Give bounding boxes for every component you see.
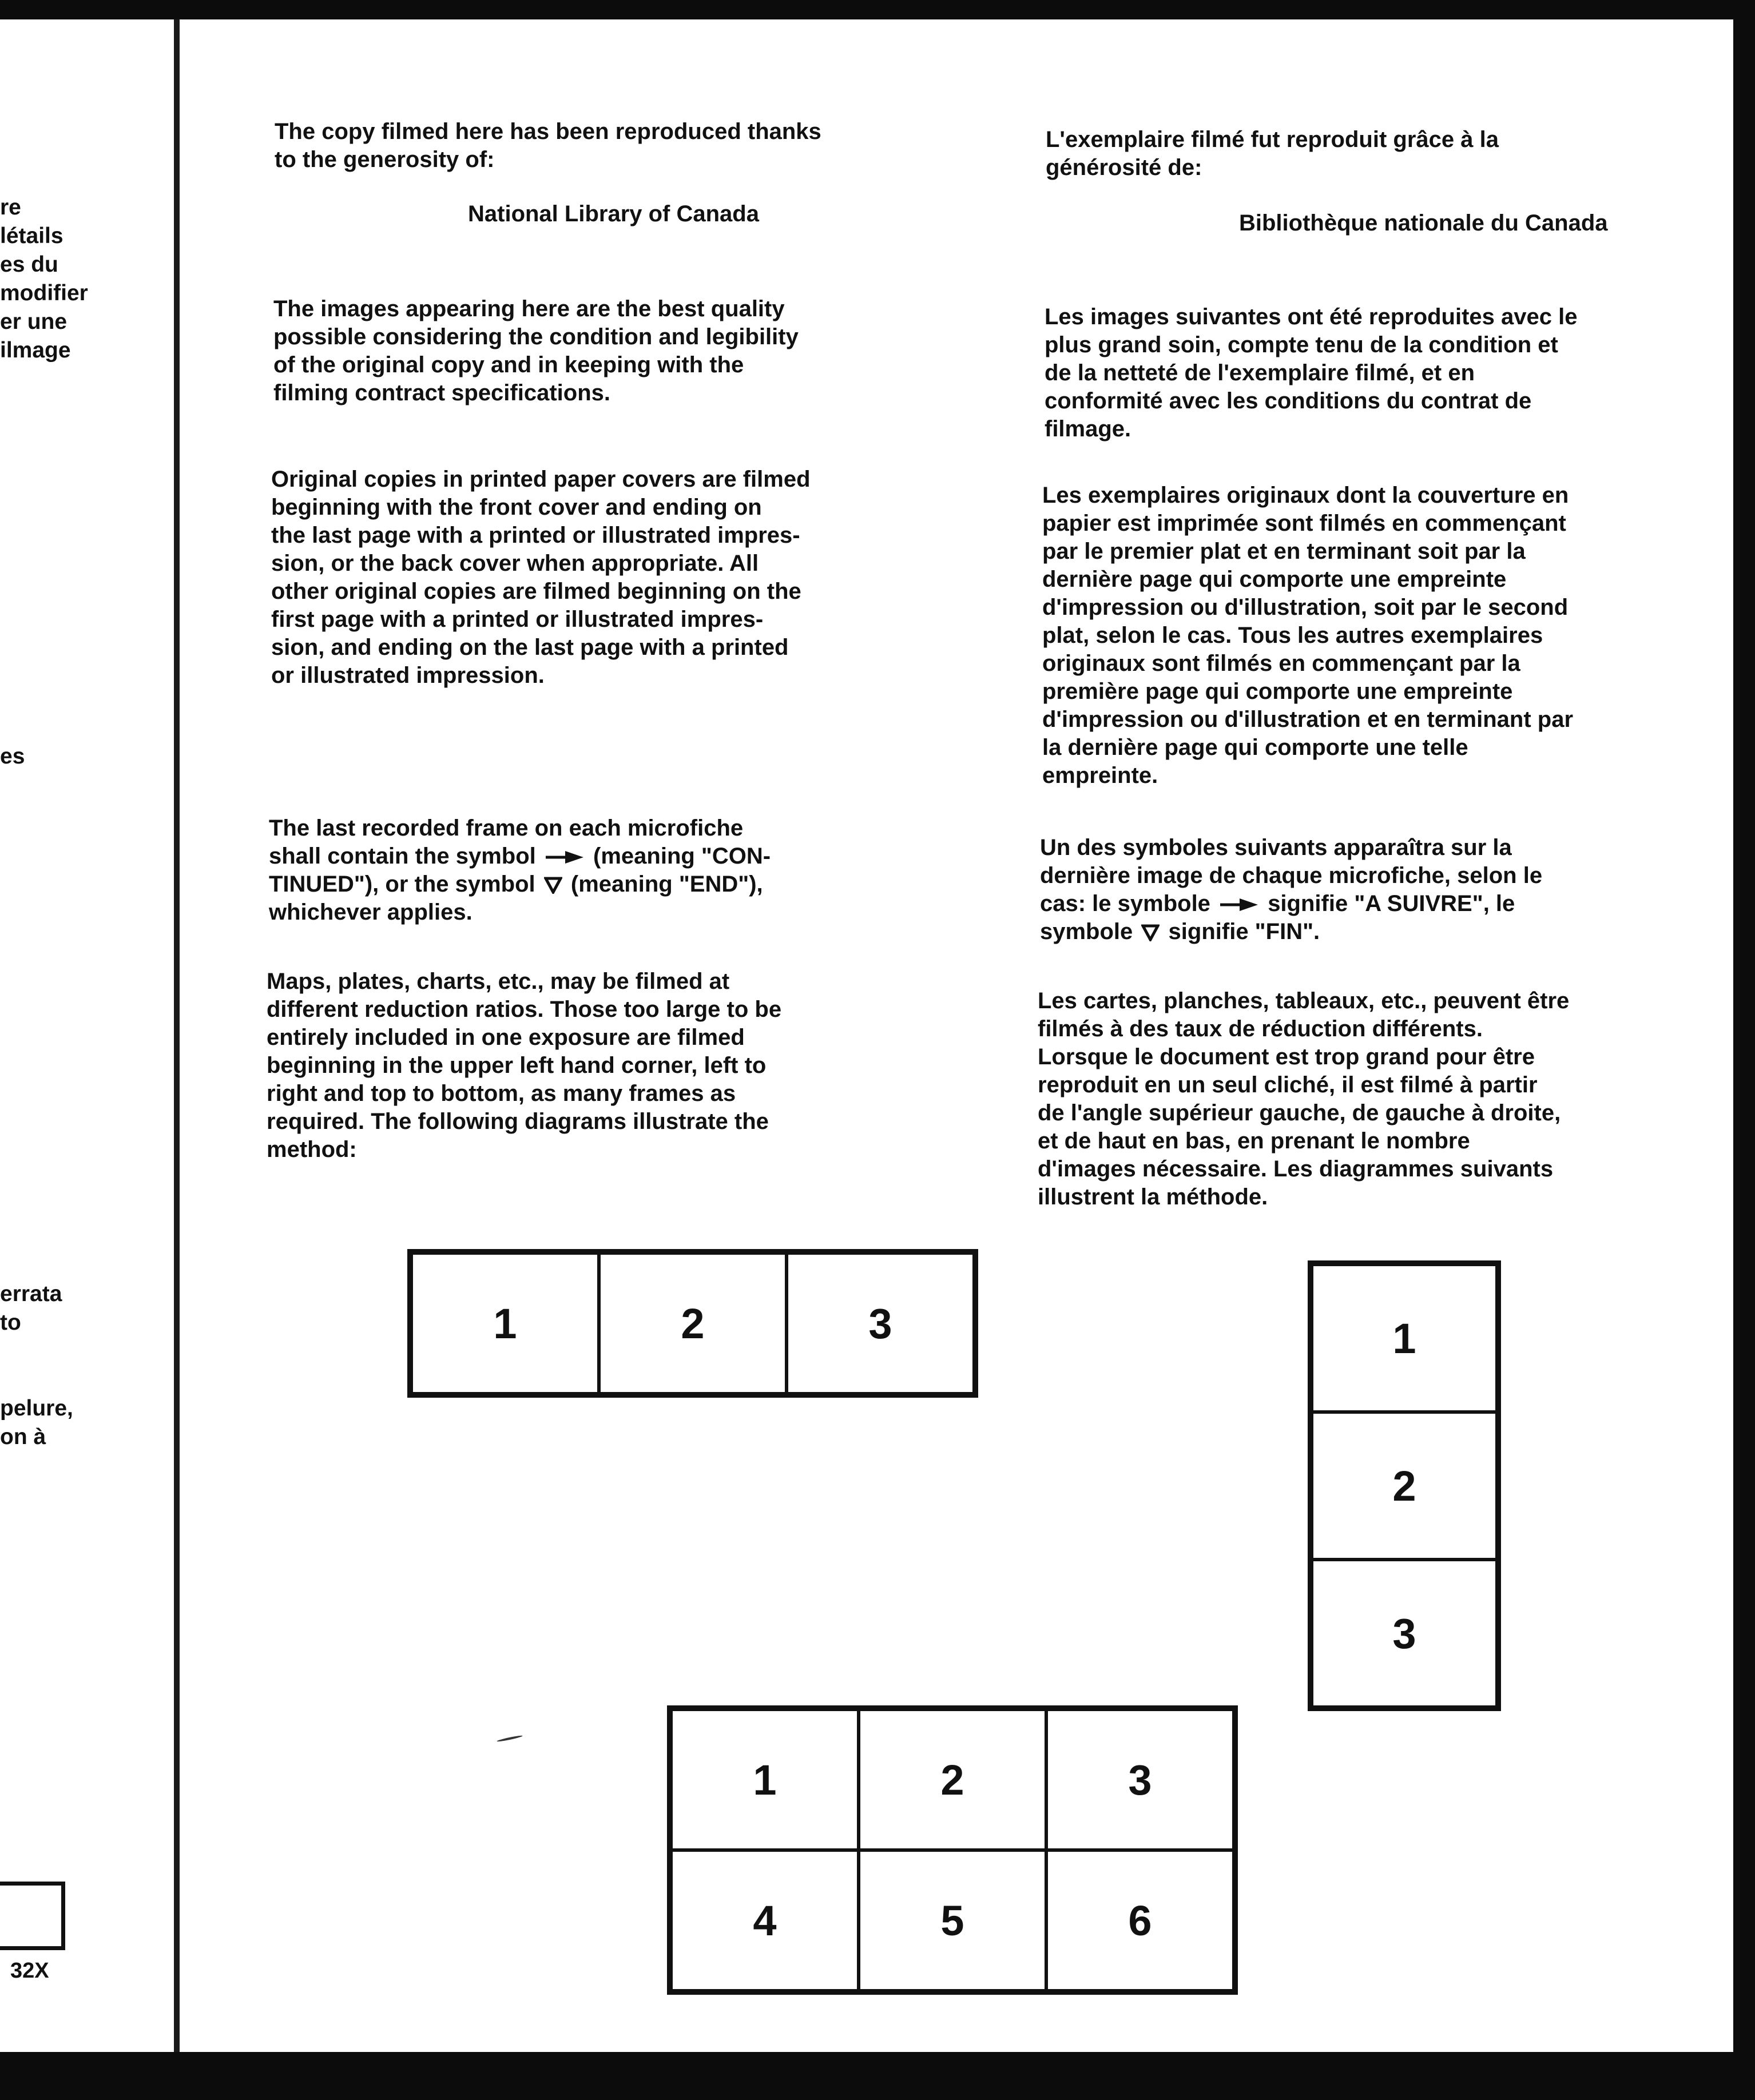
left-fragment-line: errata bbox=[0, 1282, 62, 1306]
text-line: Lorsque le document est trop grand pour être bbox=[1038, 1044, 1535, 1069]
text-segment: cas: le symbole bbox=[1040, 891, 1210, 916]
text-line: conformité avec les conditions du contrat de bbox=[1045, 388, 1532, 413]
diagram-column-three-frames bbox=[1308, 1260, 1501, 1711]
a-suivre-arrow-icon bbox=[1219, 898, 1259, 912]
text-segment: TINUED"), or the symbol bbox=[269, 872, 535, 897]
text-line: reproduit en un seul cliché, il est filmé à partir bbox=[1038, 1072, 1538, 1097]
fin-triangle-icon bbox=[1141, 924, 1160, 941]
text-line bbox=[269, 870, 771, 898]
text-line: plus grand soin, compte tenu de la condition et bbox=[1045, 332, 1558, 357]
text-line: et de haut en bas, en prenant le nombre bbox=[1038, 1128, 1470, 1154]
frame-cell: 5 bbox=[859, 1850, 1046, 1991]
text-line: beginning in the upper left hand corner, left to bbox=[267, 1053, 767, 1078]
text-line: method: bbox=[267, 1137, 357, 1162]
text-line: The copy filmed here has been reproduced thanks bbox=[275, 119, 821, 144]
text-line: première page qui comporte une empreinte bbox=[1042, 679, 1513, 704]
english-symbols bbox=[269, 814, 771, 926]
english-credit-institution: National Library of Canada bbox=[468, 201, 759, 226]
text-line: d'impression ou d'illustration et en terminant par bbox=[1042, 707, 1574, 732]
text-line: beginning with the front cover and ending on bbox=[271, 495, 762, 520]
diagram-grid-six-frames bbox=[667, 1705, 1238, 1995]
scan-speck bbox=[497, 1735, 523, 1742]
left-fragment-line: to bbox=[0, 1310, 21, 1335]
text-line bbox=[269, 842, 771, 870]
text-line: de l'angle supérieur gauche, de gauche à droite, bbox=[1038, 1100, 1561, 1125]
text-line: empreinte. bbox=[1042, 763, 1158, 788]
text-line: originaux sont filmés en commençant par la bbox=[1042, 651, 1520, 676]
text-line: of the original copy and in keeping with the bbox=[273, 352, 744, 377]
text-line: filming contract specifications. bbox=[273, 380, 611, 405]
text-line: the last page with a printed or illustrated impres- bbox=[271, 523, 800, 548]
text-line: filmés à des taux de réduction différents. bbox=[1038, 1016, 1483, 1041]
text-line: entirely included in one exposure are filmed bbox=[267, 1025, 745, 1050]
calibration-box bbox=[0, 1882, 65, 1950]
text-line: other original copies are filmed beginning on the bbox=[271, 579, 801, 604]
text-line: dernière page qui comporte une empreinte bbox=[1042, 567, 1507, 592]
text-line: possible considering the condition and legibility bbox=[273, 324, 799, 349]
text-line: to the generosity of: bbox=[275, 147, 495, 172]
french-filming-order bbox=[1042, 482, 1573, 790]
frame-cell: 1 bbox=[411, 1253, 599, 1394]
frame-cell: 3 bbox=[1046, 1709, 1234, 1850]
frame-cell: 1 bbox=[1312, 1264, 1497, 1412]
text-line: filmage. bbox=[1045, 416, 1131, 442]
text-line bbox=[1040, 890, 1542, 918]
text-line: Un des symboles suivants apparaîtra sur la bbox=[1040, 835, 1512, 860]
text-line: different reduction ratios. Those too large to be bbox=[267, 997, 782, 1022]
main-page bbox=[180, 19, 1733, 2052]
diagram-row-three-frames bbox=[407, 1249, 978, 1398]
frame-cell: 3 bbox=[787, 1253, 974, 1394]
text-segment: shall contain the symbol bbox=[269, 844, 536, 869]
frame-cell: 4 bbox=[671, 1850, 859, 1991]
frame-cell: 2 bbox=[859, 1709, 1046, 1850]
page-seam bbox=[174, 19, 180, 2052]
frame-cell: 2 bbox=[1312, 1412, 1497, 1560]
film-border-right bbox=[1733, 0, 1755, 2100]
text-line: sion, and ending on the last page with a printed bbox=[271, 635, 789, 660]
french-image-quality bbox=[1045, 303, 1577, 443]
frame-cell: 3 bbox=[1312, 1560, 1497, 1707]
text-line: illustrent la méthode. bbox=[1038, 1184, 1268, 1210]
text-line: plat, selon le cas. Tous les autres exemplaires bbox=[1042, 623, 1543, 648]
end-triangle-icon bbox=[544, 877, 562, 894]
text-line: d'images nécessaire. Les diagrammes suivants bbox=[1038, 1156, 1554, 1182]
calibration-label: 32X bbox=[10, 1959, 49, 1983]
text-segment: signifie "A SUIVRE", le bbox=[1268, 891, 1515, 916]
text-line: Les cartes, planches, tableaux, etc., peuvent être bbox=[1038, 988, 1570, 1013]
french-maps-method bbox=[1038, 987, 1569, 1211]
text-segment: signifie "FIN". bbox=[1168, 919, 1320, 944]
text-line: papier est imprimée sont filmés en commençant bbox=[1042, 511, 1566, 536]
film-border-top bbox=[0, 0, 1755, 19]
french-symbols bbox=[1040, 834, 1542, 946]
left-fragment-line: létails bbox=[0, 224, 63, 248]
english-maps-method bbox=[267, 968, 781, 1164]
text-line: sion, or the back cover when appropriate. All bbox=[271, 551, 759, 576]
text-line: Maps, plates, charts, etc., may be filmed at bbox=[267, 969, 730, 994]
text-segment: symbole bbox=[1040, 919, 1133, 944]
text-line: Original copies in printed paper covers are filmed bbox=[271, 467, 811, 492]
text-line: Les images suivantes ont été reproduites avec le bbox=[1045, 304, 1578, 329]
french-credit-institution: Bibliothèque nationale du Canada bbox=[1239, 210, 1608, 236]
text-segment: (meaning "END"), bbox=[570, 872, 763, 897]
left-fragment-line: re bbox=[0, 195, 21, 220]
text-line: whichever applies. bbox=[269, 900, 472, 925]
film-border-bottom bbox=[0, 2052, 1755, 2100]
text-line: L'exemplaire filmé fut reproduit grâce à la bbox=[1046, 127, 1499, 152]
left-fragment-line: on à bbox=[0, 1425, 46, 1449]
text-line: générosité de: bbox=[1046, 155, 1202, 180]
text-line: The images appearing here are the best quality bbox=[273, 296, 785, 321]
text-line: par le premier plat et en terminant soit par la bbox=[1042, 539, 1526, 564]
text-line: d'impression ou d'illustration, soit par le second bbox=[1042, 595, 1569, 620]
frame-cell: 2 bbox=[599, 1253, 787, 1394]
text-segment: (meaning "CON- bbox=[593, 844, 771, 869]
text-line: first page with a printed or illustrated impres- bbox=[271, 607, 764, 632]
text-line: The last recorded frame on each microfiche bbox=[269, 816, 744, 841]
text-line: required. The following diagrams illustrate the bbox=[267, 1109, 769, 1134]
english-credit-intro bbox=[275, 118, 821, 174]
text-line: Les exemplaires originaux dont la couverture en bbox=[1042, 483, 1569, 508]
left-fragment-line: pelure, bbox=[0, 1396, 73, 1421]
left-fragment-line: er une bbox=[0, 309, 68, 334]
left-fragment-line: ilmage bbox=[0, 338, 71, 363]
english-filming-order bbox=[271, 466, 811, 690]
left-fragment-line: modifier bbox=[0, 281, 88, 305]
english-image-quality bbox=[273, 295, 799, 407]
text-line: la dernière page qui comporte une telle bbox=[1042, 735, 1468, 760]
left-fragment-line: es bbox=[0, 744, 25, 769]
text-line: or illustrated impression. bbox=[271, 663, 545, 688]
continued-arrow-icon bbox=[545, 850, 585, 864]
frame-cell: 1 bbox=[671, 1709, 859, 1850]
text-line bbox=[1040, 918, 1542, 946]
frame-cell: 6 bbox=[1046, 1850, 1234, 1991]
text-line: dernière image de chaque microfiche, selon le bbox=[1040, 863, 1543, 888]
left-fragment-line: es du bbox=[0, 252, 58, 277]
text-line: right and top to bottom, as many frames as bbox=[267, 1081, 736, 1106]
text-line: de la netteté de l'exemplaire filmé, et en bbox=[1045, 360, 1475, 385]
french-credit-intro bbox=[1046, 126, 1499, 182]
